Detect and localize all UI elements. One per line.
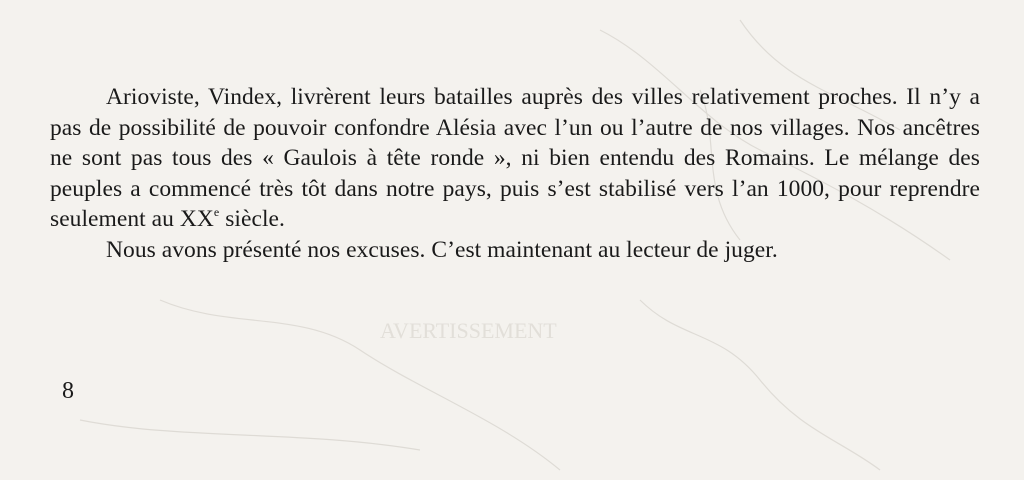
page-number: 8 (62, 378, 74, 404)
paragraph-2 (50, 235, 980, 266)
page-body (50, 82, 980, 265)
paragraph-1-end: siècle. (219, 206, 285, 232)
paragraph-1-text: Arioviste, Vindex, livrèrent leurs batailles auprès des villes relativement proches. Il n’y a pas de possibilité de pouvoir confondre Alésia avec l’un ou l’autre de nos villages. Nos ancêtres ne sont pas tous des « Gaulois à tête ronde », ni bien entendu des Romains. Le mélange des peuples a commencé très tôt dans notre pays, puis s’est stabilisé vers l’an 1000, pour reprendre seulement au XX (50, 84, 980, 232)
superscript-e: e (213, 205, 220, 219)
svg-text:AVERTISSEMENT: AVERTISSEMENT (380, 318, 557, 343)
paragraph-1 (50, 82, 980, 235)
paragraph-2-text: Nous avons présenté nos excuses. C’est maintenant au lecteur de juger. (106, 236, 778, 263)
